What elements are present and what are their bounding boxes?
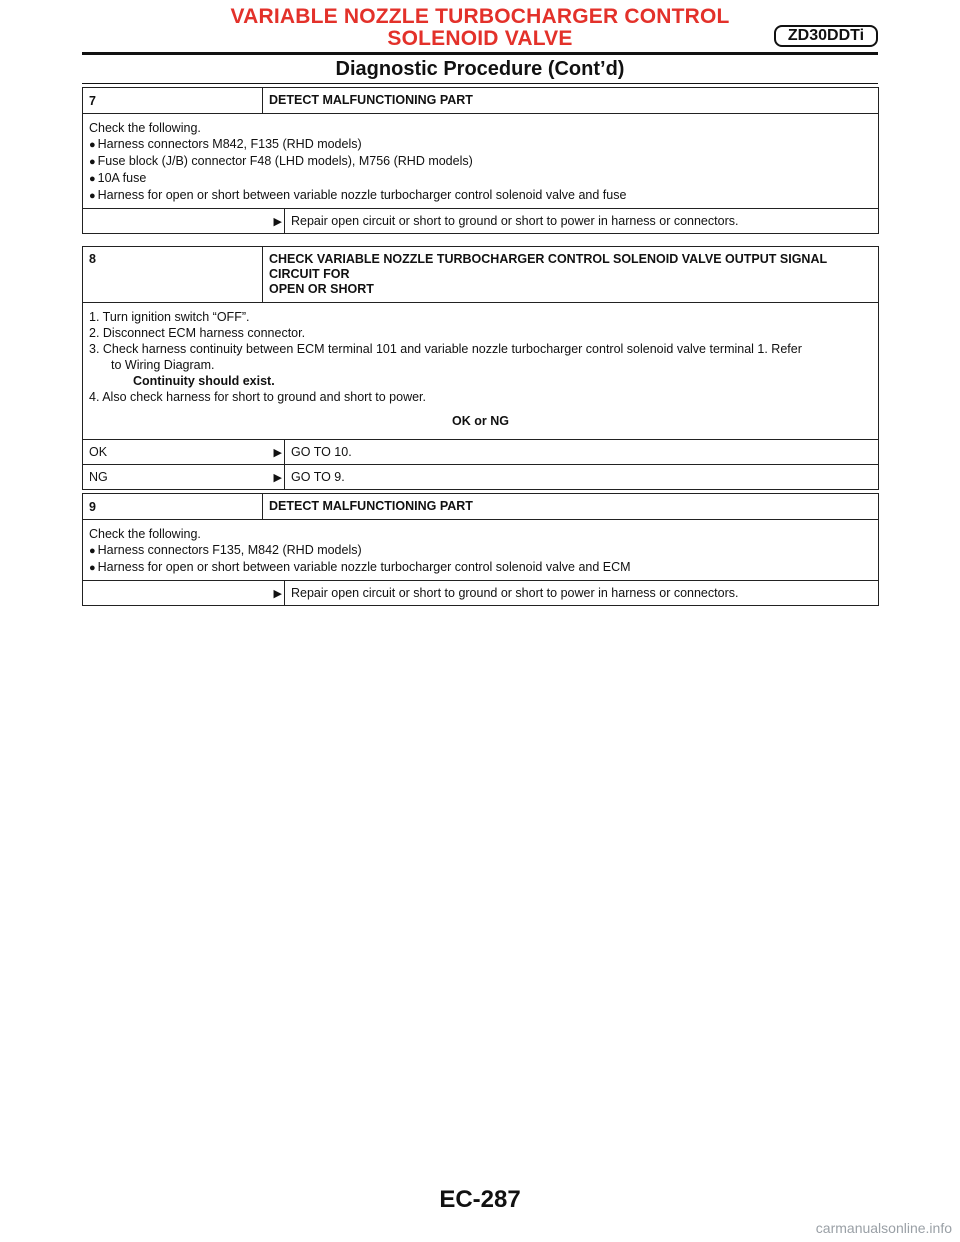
step-7-body (83, 114, 879, 209)
result-arrow-icon: ▶ (263, 465, 285, 490)
ok-label: OK (83, 440, 263, 465)
result-text: Repair open circuit or short to ground or short to power in harness or connectors. (285, 581, 879, 606)
bullet-icon: ● (89, 139, 96, 151)
spec-emphasis: Continuity should exist. (133, 374, 275, 388)
header-rule (82, 52, 878, 55)
step-9-table (82, 493, 879, 606)
procedure-line: 2. Disconnect ECM harness connector. (89, 326, 306, 340)
step-8-ok-row (83, 440, 879, 465)
header-title-line-1: VARIABLE NOZZLE TURBOCHARGER CONTROL (230, 5, 730, 28)
step-number: 9 (83, 494, 263, 520)
step-title: DETECT MALFUNCTIONING PART (263, 494, 879, 520)
step-7-result-row (83, 209, 879, 234)
engine-code-badge: ZD30DDTi (774, 25, 878, 47)
bullet-icon: ● (89, 173, 96, 185)
list-item: ● 10A fuse (89, 171, 147, 185)
decision-label: OK or NG (452, 414, 509, 428)
step-7-header (83, 88, 879, 114)
bullet-icon: ● (89, 190, 96, 202)
procedure-line: 3. Check harness continuity between ECM terminal 101 and variable nozzle turbocharger control solenoid valve terminal 1. Refer (89, 342, 802, 356)
step-title: DETECT MALFUNCTIONING PART (263, 88, 879, 114)
list-item: ● Harness for open or short between variable nozzle turbocharger control solenoid valve and fuse (89, 188, 627, 202)
procedure-line: 1. Turn ignition switch “OFF”. (89, 310, 250, 324)
header-title-line-2: SOLENOID VALVE (387, 27, 573, 50)
watermark-text: carmanualsonline.info (815, 1220, 952, 1236)
step-8-header (83, 247, 879, 303)
result-arrow-icon: ▶ (263, 581, 285, 606)
list-item: ● Harness for open or short between variable nozzle turbocharger control solenoid valve and ECM (89, 560, 631, 574)
ng-action: GO TO 9. (285, 465, 879, 490)
list-item: ● Harness connectors F135, M842 (RHD models) (89, 543, 362, 557)
step-title: CHECK VARIABLE NOZZLE TURBOCHARGER CONTROL SOLENOID VALVE OUTPUT SIGNAL CIRCUIT FOR OPEN OR SHORT (263, 247, 879, 303)
section-rule (82, 83, 878, 84)
step-7-table (82, 87, 879, 234)
bullet-icon: ● (89, 562, 96, 574)
result-text: Repair open circuit or short to ground or short to power in harness or connectors. (285, 209, 879, 234)
step-number: 8 (83, 247, 263, 303)
ng-label: NG (83, 465, 263, 490)
step-intro: Check the following. (89, 121, 201, 135)
page-number: EC-287 (439, 1186, 521, 1213)
step-8-table (82, 246, 879, 490)
bullet-icon: ● (89, 156, 96, 168)
step-8-ng-row (83, 465, 879, 490)
bullet-icon: ● (89, 545, 96, 557)
step-9-body (83, 520, 879, 581)
list-item: ● Harness connectors M842, F135 (RHD models) (89, 137, 362, 151)
page-header-title (200, 6, 760, 50)
step-9-result-row (83, 581, 879, 606)
list-item: ● Fuse block (J/B) connector F48 (LHD models), M756 (RHD models) (89, 154, 473, 168)
result-arrow-icon: ▶ (263, 209, 285, 234)
step-intro: Check the following. (89, 527, 201, 541)
step-8-body (83, 303, 879, 440)
result-arrow-icon: ▶ (263, 440, 285, 465)
section-title: Diagnostic Procedure (Cont’d) (335, 58, 625, 80)
ok-action: GO TO 10. (285, 440, 879, 465)
procedure-line: 4. Also check harness for short to ground and short to power. (89, 390, 426, 404)
step-number: 7 (83, 88, 263, 114)
procedure-line: to Wiring Diagram. (111, 358, 215, 372)
step-9-header (83, 494, 879, 520)
